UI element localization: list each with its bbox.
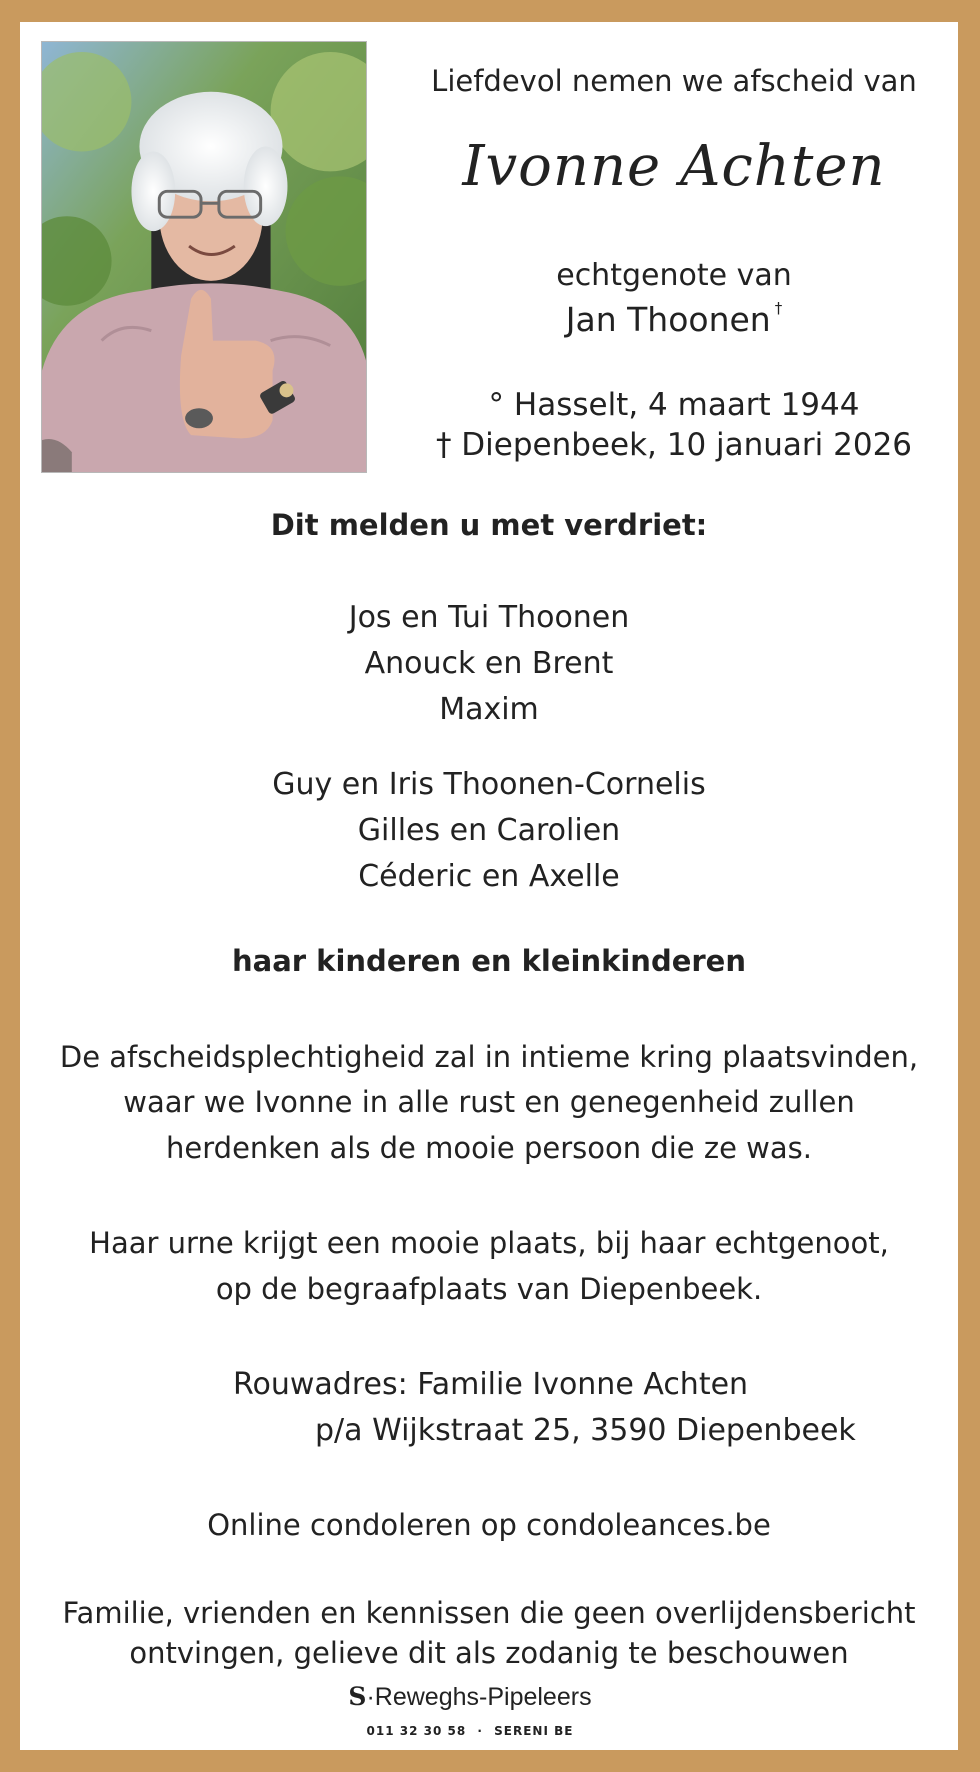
- mourners-heading: Dit melden u met verdriet:: [270, 508, 708, 542]
- funeral-home-separator: ·: [366, 1683, 375, 1711]
- family-1-line: Jos en Tui Thoonen: [348, 600, 630, 635]
- urn-line: op de begraafplaats van Diepenbeek.: [215, 1272, 763, 1306]
- funeral-home-footer: [317, 1682, 623, 1750]
- birth-line: ° Hasselt, 4 maart 1944: [488, 387, 860, 423]
- intro-text: Liefdevol nemen we afscheid van: [431, 64, 917, 98]
- family-1-line: Maxim: [439, 692, 539, 727]
- address-line-1: Rouwadres: Familie Ivonne Achten: [233, 1367, 749, 1402]
- spouse-name: Jan Thoonen: [565, 300, 771, 339]
- spouse-intro: echtgenote van: [556, 258, 792, 293]
- notice-note-line: Familie, vrienden en kennissen die geen overlijdensbericht: [62, 1596, 916, 1630]
- ceremony-line: waar we Ivonne in alle rust en genegenheid zullen: [123, 1085, 855, 1119]
- funeral-home-contact: [317, 1724, 623, 1738]
- family-1-line: Anouck en Brent: [364, 646, 614, 681]
- ceremony-line: De afscheidsplechtigheid zal in intieme kring plaatsvinden,: [59, 1040, 919, 1074]
- funeral-home-web: SERENI BE: [494, 1724, 574, 1738]
- funeral-home-name-line: [317, 1682, 623, 1712]
- spouse-death-mark: †: [774, 299, 783, 317]
- funeral-home-logo-icon: S: [348, 1682, 367, 1711]
- deceased-name: Ivonne Achten: [462, 134, 886, 199]
- funeral-home-dot: ·: [477, 1724, 483, 1738]
- family-2-line: Céderic en Axelle: [358, 859, 620, 894]
- death-line: † Diepenbeek, 10 januari 2026: [435, 427, 913, 463]
- address-line-2: p/a Wijkstraat 25, 3590 Diepenbeek: [315, 1413, 856, 1448]
- funeral-home-name: Reweghs-Pipeleers: [374, 1683, 592, 1711]
- urn-line: Haar urne krijgt een mooie plaats, bij haar echtgenoot,: [89, 1226, 889, 1260]
- portrait-photo: [41, 41, 367, 473]
- portrait-image: [42, 42, 366, 472]
- notice-note-line: ontvingen, gelieve dit als zodanig te beschouwen: [129, 1636, 849, 1670]
- mourners-closing: haar kinderen en kleinkinderen: [232, 944, 746, 978]
- family-2-line: Guy en Iris Thoonen-Cornelis: [272, 767, 706, 802]
- obituary-card: [20, 22, 958, 1750]
- online-condolences: Online condoleren op condoleances.be: [207, 1508, 771, 1542]
- ceremony-line: herdenken als de mooie persoon die ze was.: [166, 1131, 812, 1165]
- funeral-home-phone: 011 32 30 58: [366, 1724, 467, 1738]
- family-2-line: Gilles en Carolien: [357, 813, 621, 848]
- spouse-name-line: [390, 300, 958, 339]
